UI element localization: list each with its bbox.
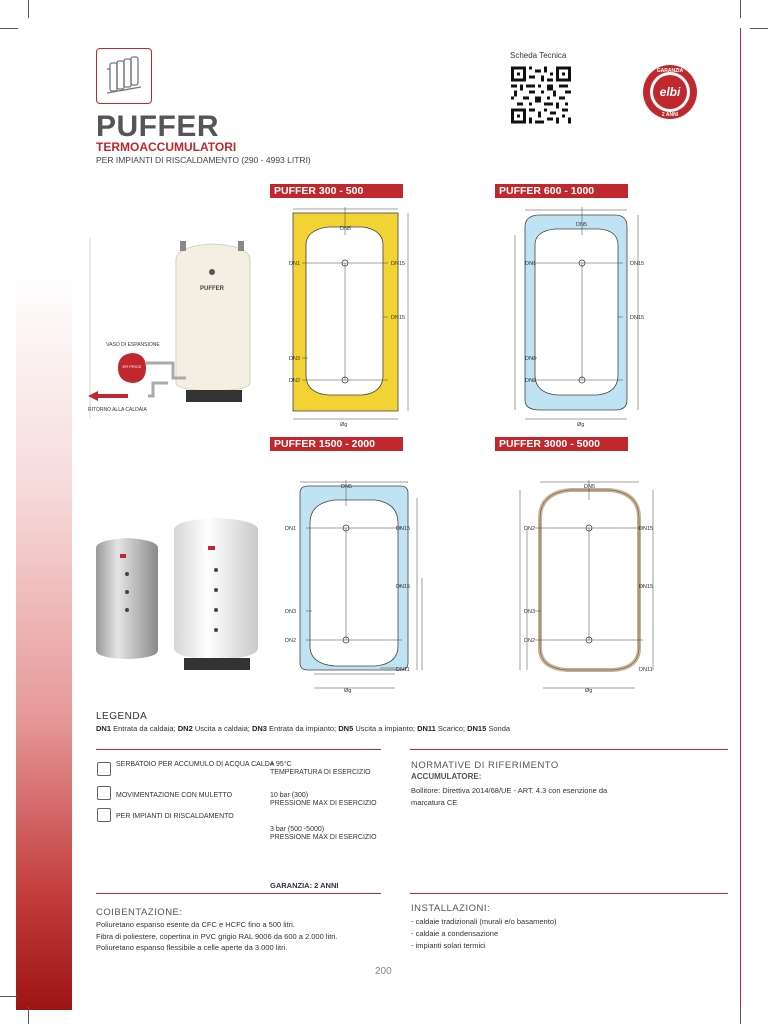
crop-mark	[740, 0, 741, 18]
installation-line: - impianti solari termici	[411, 941, 486, 950]
label-dn2: DN2	[285, 638, 297, 644]
feature-text: SERBATOIO PER ACCUMULO DI ACQUA CALDA	[116, 761, 275, 768]
tank-brand-label: PUFFER	[200, 286, 224, 292]
spec-label: TEMPERATURA DI ESERCIZIO	[270, 769, 371, 776]
crop-mark	[28, 0, 29, 18]
spec-label: PRESSIONE MAX DI ESERCIZIO	[270, 800, 377, 807]
insulation-line: Poliuretano espanso esente da CFC e HCFC fino a 500 litri.	[96, 920, 295, 929]
crop-mark	[740, 1006, 741, 1024]
label-dn15: DN15	[639, 584, 654, 590]
insulation-line: Fibra di poliestere, copertina in PVC grigio RAL 9006 da 600 a 2.000 litri.	[96, 932, 338, 941]
normative-line: Bollitore: Direttiva 2014/68/UE - ART. 4.3 con esenzione da	[411, 786, 608, 795]
radiator-logo-icon	[96, 48, 152, 104]
right-margin-band	[740, 28, 768, 1010]
seal-bottom-text: 2 ANNI	[661, 112, 679, 118]
divider	[96, 749, 381, 750]
label-dn11: DN11	[396, 667, 410, 673]
page-number: 200	[375, 966, 392, 977]
legend-code: DN3	[251, 724, 267, 733]
legend-text	[96, 724, 510, 733]
tank-diagram-3000-5000	[505, 478, 665, 698]
qr-code-icon[interactable]	[511, 66, 571, 124]
radiator-icon	[97, 808, 111, 822]
label-dn5: DN5	[576, 222, 588, 228]
divider	[410, 749, 728, 750]
installation-line: - caldaie a condensazione	[411, 929, 499, 938]
spec-pressure-300	[270, 792, 400, 808]
seal-center-text: elbi	[659, 85, 681, 99]
label-dn5: DN5	[340, 226, 352, 232]
legend-desc: Entrata da caldaia;	[111, 724, 178, 733]
label-dn15: DN15	[630, 261, 645, 267]
left-gradient-band	[16, 270, 72, 1010]
spec-temperature	[270, 761, 400, 777]
legend-desc: Scarico;	[435, 724, 468, 733]
normative-title: NORMATIVE DI RIFERIMENTO	[411, 760, 559, 771]
warranty-seal-logo	[642, 64, 698, 120]
spec-pressure-500-5000	[270, 826, 400, 842]
label-dn15: DN15	[391, 261, 406, 267]
normative-line: marcatura CE	[411, 798, 458, 807]
installation-line: - caldaie tradizionali (murali e/o basamento)	[411, 917, 557, 926]
label-dn3: DN3	[289, 356, 301, 362]
crop-mark	[28, 1006, 29, 1024]
legend-desc: Entrata da impianto;	[266, 724, 339, 733]
return-label: RITORNO ALLA CALDAIA	[88, 407, 147, 413]
normative-subtitle: ACCUMULATORE:	[411, 772, 482, 781]
label-dn15: DN15	[391, 315, 406, 321]
crop-mark	[750, 28, 768, 29]
page-subtitle: TERMOACCUMULATORI	[96, 140, 237, 154]
label-dn15: DN15	[396, 584, 411, 590]
legend-code: DN1	[96, 724, 112, 733]
tank-icon	[97, 762, 111, 776]
tank-installation-photo	[88, 238, 263, 428]
label-diameter: Øg	[344, 688, 352, 694]
label-dn15: DN15	[396, 526, 411, 532]
label-dn2: DN2	[525, 378, 537, 384]
label-dn3: DN3	[524, 609, 536, 615]
label-dn2: DN2	[289, 378, 301, 384]
legend-title: LEGENDA	[96, 711, 148, 722]
insulation-title: COIBENTAZIONE:	[96, 907, 183, 918]
divider	[96, 893, 381, 894]
feature-text: PER IMPIANTI DI RISCALDAMENTO	[116, 813, 234, 820]
crop-mark	[0, 28, 18, 29]
label-dn5: DN5	[341, 484, 353, 490]
legend-code: DN5	[338, 724, 354, 733]
vessel-brand-label: ER PRICE	[122, 364, 142, 369]
label-dn3: DN3	[285, 609, 297, 615]
installation-title: INSTALLAZIONI:	[411, 903, 491, 914]
label-dn3: DN3	[525, 356, 537, 362]
label-dn5: DN5	[584, 484, 596, 490]
spec-value: + 95°C	[270, 761, 292, 768]
vessel-label: VASO DI ESPANSIONE	[106, 342, 160, 348]
legend-desc: Uscita a caldaia;	[192, 724, 252, 733]
spec-value: 10 bar (300)	[270, 792, 309, 799]
legend-code: DN2	[177, 724, 193, 733]
tanks-product-photo	[92, 512, 270, 672]
qr-label: Scheda Tecnica	[510, 51, 567, 60]
tank-diagram-600-1000	[505, 205, 645, 435]
section-header-3000-5000: PUFFER 3000 - 5000	[495, 437, 628, 451]
label-diameter: Øg	[577, 422, 585, 428]
label-dn2: DN2	[524, 526, 536, 532]
seal-top-text: GARANZIA	[656, 68, 684, 74]
label-dn1: DN1	[285, 526, 297, 532]
label-dn15: DN15	[630, 315, 645, 321]
section-header-600-1000: PUFFER 600 - 1000	[495, 184, 628, 198]
warranty-text: GARANZIA: 2 ANNI	[270, 881, 339, 890]
page-title: PUFFER	[96, 110, 219, 143]
label-diameter: Øg	[585, 688, 593, 694]
tank-diagram-1500-2000	[280, 478, 430, 698]
legend-desc: Sonda	[486, 724, 511, 733]
spec-label: PRESSIONE MAX DI ESERCIZIO	[270, 834, 377, 841]
section-header-300-500: PUFFER 300 - 500	[270, 184, 403, 198]
label-dn15: DN15	[639, 526, 654, 532]
label-dn1: DN1	[289, 261, 301, 267]
legend-desc: Uscita a impianto;	[353, 724, 418, 733]
legend-code: DN11	[417, 724, 436, 733]
crop-mark	[0, 996, 18, 997]
label-dn11: DN11	[639, 667, 653, 673]
page-description: PER IMPIANTI DI RISCALDAMENTO (290 - 4993 LITRI)	[96, 155, 311, 165]
tank-diagram-300-500	[280, 205, 415, 435]
label-dn1: DN1	[525, 261, 537, 267]
divider	[410, 893, 728, 894]
label-diameter: Øg	[340, 422, 348, 428]
spec-value: 3 bar (500 -5000)	[270, 826, 325, 833]
insulation-line: Poliuretano espanso flessibile a celle aperte da 3.000 litri.	[96, 943, 288, 952]
legend-code: DN15	[467, 724, 487, 733]
forklift-icon	[97, 786, 111, 800]
section-header-1500-2000: PUFFER 1500 - 2000	[270, 437, 403, 451]
label-dn2: DN2	[524, 638, 536, 644]
feature-text: MOVIMENTAZIONE CON MULETTO	[116, 792, 233, 799]
